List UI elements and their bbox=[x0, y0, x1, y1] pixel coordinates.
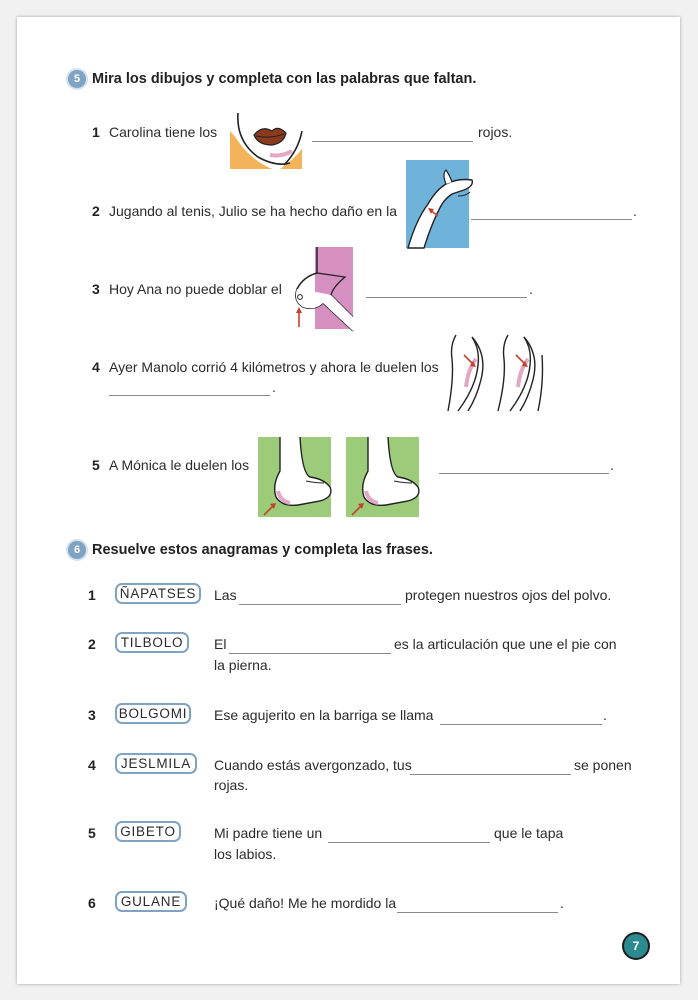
heels-picture bbox=[258, 437, 420, 517]
item-text-after: rojos. bbox=[478, 124, 513, 140]
item-number: 3 bbox=[92, 281, 100, 297]
answer-blank[interactable] bbox=[328, 828, 490, 843]
calves-picture bbox=[442, 335, 546, 411]
item-number: 6 bbox=[88, 895, 96, 911]
worksheet-page bbox=[17, 17, 680, 984]
sentence-end: protegen nuestros ojos del polvo. bbox=[405, 587, 612, 603]
exercise-5-heading bbox=[68, 70, 476, 88]
item-number: 2 bbox=[88, 636, 96, 652]
sentence-end: es la articulación que une el pie con bbox=[394, 636, 617, 652]
sentence-start: Cuando estás avergonzado, tus bbox=[214, 757, 412, 773]
sentence-continuation: los labios. bbox=[214, 846, 277, 862]
item-number: 3 bbox=[88, 707, 96, 723]
item-text-after: . bbox=[272, 379, 276, 395]
anagram-box: TILBOLO bbox=[115, 632, 189, 653]
sentence-continuation: la pierna. bbox=[214, 657, 272, 673]
sentence-end: . bbox=[603, 707, 607, 723]
item-number: 2 bbox=[92, 203, 100, 219]
answer-blank[interactable] bbox=[397, 898, 558, 913]
elbow-picture bbox=[293, 247, 357, 331]
exercise-5-title: Mira los dibujos y completa con las palabras que faltan. bbox=[92, 71, 477, 87]
item-text-before: Ayer Manolo corrió 4 kilómetros y ahora le duelen los bbox=[109, 359, 439, 375]
item-number: 4 bbox=[92, 359, 100, 375]
sentence-start: Ese agujerito en la barriga se llama bbox=[214, 707, 434, 723]
answer-blank[interactable] bbox=[109, 381, 270, 396]
item-number: 1 bbox=[92, 124, 100, 140]
exercise-6-heading bbox=[68, 541, 433, 559]
item-text-before: Hoy Ana no puede doblar el bbox=[109, 281, 282, 297]
anagram-box: GULANE bbox=[115, 891, 187, 912]
answer-blank[interactable] bbox=[312, 127, 473, 142]
anagram-box: JESLMILA bbox=[115, 753, 197, 774]
sentence-end: se ponen bbox=[574, 757, 632, 773]
answer-blank[interactable] bbox=[410, 760, 571, 775]
anagram-box: GIBETO bbox=[115, 821, 181, 842]
lips-picture bbox=[230, 111, 302, 169]
answer-blank[interactable] bbox=[239, 590, 401, 605]
item-number: 5 bbox=[92, 457, 100, 473]
page-number-badge: 7 bbox=[624, 934, 648, 958]
sentence-continuation: rojas. bbox=[214, 777, 249, 793]
anagram-box: BOLGOMI bbox=[115, 703, 191, 724]
sentence-start: ¡Qué daño! Me he mordido la bbox=[214, 895, 397, 911]
sentence-start: Mi padre tiene un bbox=[214, 825, 323, 841]
exercise-number-badge: 5 bbox=[68, 70, 86, 88]
item-text-before: Jugando al tenis, Julio se ha hecho daño en la bbox=[109, 203, 397, 219]
anagram-box: ÑAPATSES bbox=[115, 583, 201, 604]
item-text-before: Carolina tiene los bbox=[109, 124, 218, 140]
sentence-end: que le tapa bbox=[494, 825, 564, 841]
answer-blank[interactable] bbox=[229, 639, 391, 654]
exercise-6-title: Resuelve estos anagramas y completa las frases. bbox=[92, 542, 433, 558]
sentence-end: . bbox=[560, 895, 564, 911]
item-text-after: . bbox=[610, 457, 614, 473]
wrist-picture bbox=[402, 160, 474, 248]
exercise-number-badge: 6 bbox=[68, 541, 86, 559]
item-number: 5 bbox=[88, 825, 96, 841]
item-text-before: A Mónica le duelen los bbox=[109, 457, 250, 473]
item-text-after: . bbox=[633, 203, 637, 219]
answer-blank[interactable] bbox=[471, 205, 632, 220]
item-number: 1 bbox=[88, 587, 96, 603]
sentence-start: El bbox=[214, 636, 227, 652]
item-number: 4 bbox=[88, 757, 96, 773]
sentence-start: Las bbox=[214, 587, 237, 603]
answer-blank[interactable] bbox=[366, 283, 527, 298]
answer-blank[interactable] bbox=[440, 710, 602, 725]
answer-blank[interactable] bbox=[439, 459, 609, 474]
item-text-after: . bbox=[529, 281, 533, 297]
